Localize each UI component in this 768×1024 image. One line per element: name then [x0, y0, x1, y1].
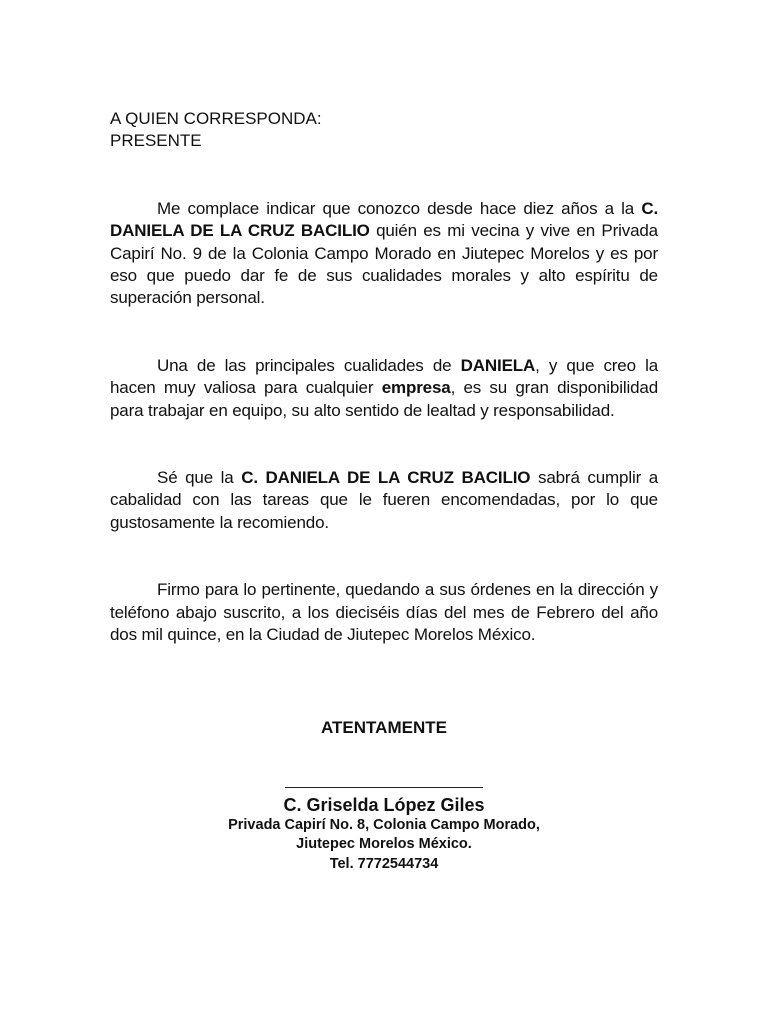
letter-page — [110, 108, 658, 874]
paragraph2-part3: , es su gran disponibilidad para trabajar en equipo, su alto sentido de lealtad y responsabilidad. — [110, 378, 659, 420]
candidate-name: C. DANIELA DE LA CRUZ BACILIO — [110, 198, 659, 241]
signer-phone: Tel. 7772544734 — [329, 855, 439, 872]
signer-address-line1: Privada Capirí No. 8, Colonia Campo Morado, — [228, 816, 540, 833]
paragraph3-part2: sabrá cumplir a cabalidad con las tareas que le fueren encomendadas, por lo que gustosamente la recomiendo. — [110, 468, 659, 532]
signer-address-line2: Jiutepec Morelos México. — [296, 836, 472, 853]
paragraph1-rest: quién es mi vecina y vive en Privada Capirí No. 9 de la Colonia Campo Morado en Jiutepec Morelos y es por eso que puedo dar fe de sus cualidades morales y alto espíritu de superación personal. — [110, 221, 658, 308]
paragraph1-intro: Me complace indicar que conozco desde hace diez años a la — [157, 198, 635, 218]
presente-text: PRESENTE — [110, 131, 202, 151]
closing-atentamente: ATENTAMENTE — [321, 717, 447, 737]
paragraph-recommendation — [110, 467, 658, 534]
paragraph3-part1: Sé que la — [157, 468, 234, 488]
paragraph-qualities — [110, 355, 658, 422]
signature-block — [110, 787, 658, 875]
candidate-first-name: DANIELA — [460, 355, 536, 375]
paragraph2-part2: , y que creo la hacen muy valiosa para cualquier — [110, 355, 659, 398]
salutation — [110, 108, 658, 153]
salutation-text: A QUIEN CORRESPONDA: — [110, 109, 322, 128]
company-word: empresa — [381, 378, 451, 398]
candidate-name-repeat: C. DANIELA DE LA CRUZ BACILIO — [241, 468, 531, 488]
paragraph-acquaintance — [110, 198, 658, 310]
paragraph2-part1: Una de las principales cualidades de — [157, 355, 452, 375]
paragraph-signoff: Firmo para lo pertinente, quedando a sus órdenes en la dirección y teléfono abajo suscrito, a los dieciséis días del mes de Febrero del año dos mil quince, en la Ciudad de Jiutepec Morelos México. — [110, 580, 658, 645]
signer-name: C. Griselda López Giles — [283, 794, 485, 815]
signature-line — [285, 787, 483, 788]
